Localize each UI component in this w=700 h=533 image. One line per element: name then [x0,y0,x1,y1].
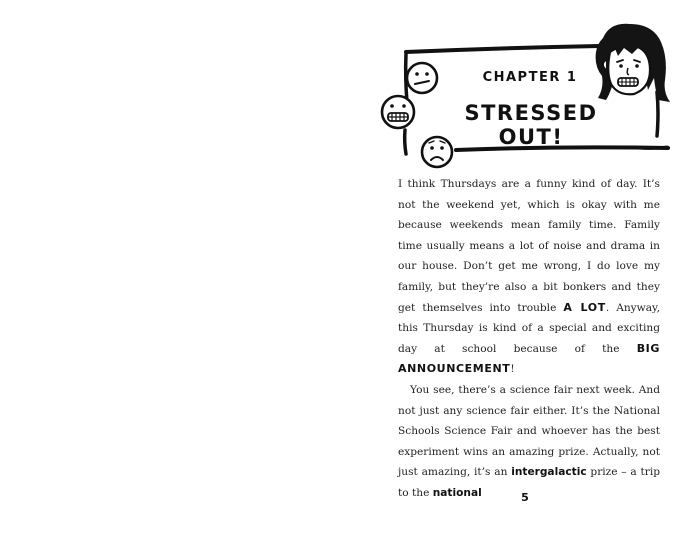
page-number: 5 [521,491,529,504]
chapter-body-text [398,174,660,504]
emphasis-intergalactic: intergalactic [511,466,587,479]
text-run: You see, there’s a science fair next week. And not just any science fair either. It’s the National Schools Science Fair and whoever has the best experiment wins an amazing prize. Actually, not just amazing, it’s an [398,383,660,479]
chapter-header-frame [378,18,678,178]
paragraph [398,174,660,380]
chapter-label: CHAPTER 1 [482,70,578,85]
neutral-face-icon [407,63,437,93]
stressed-girl-icon [596,24,670,102]
emphasis-big-announcement: BIG ANNOUNCEMENT [398,341,660,376]
text-run: prize – a trip to the [398,466,660,499]
emphasis-a-lot: A LOT [563,300,606,314]
grimace-face-icon [382,96,414,128]
text-run: . Anyway, this Thursday is kind of a special and exciting day at school because of the [398,301,660,355]
emphasis-national: national [432,486,482,499]
frame-left-line-lower [405,130,406,154]
paragraph [398,380,660,504]
text-run: I think Thursdays are a funny kind of day. It’s not the weekend yet, which is okay with me because weekends mean family time. Family time usually means a lot of noise and drama in our house. Don’t get me wrong, I do love my family, but they’re also a bit bonkers and they get themselves into trouble [398,178,660,314]
frame-top-line [406,46,600,52]
frame-bottom-tail [640,147,668,148]
text-run: ! [510,363,515,376]
chapter-title: STRESSED OUT! [464,101,598,149]
